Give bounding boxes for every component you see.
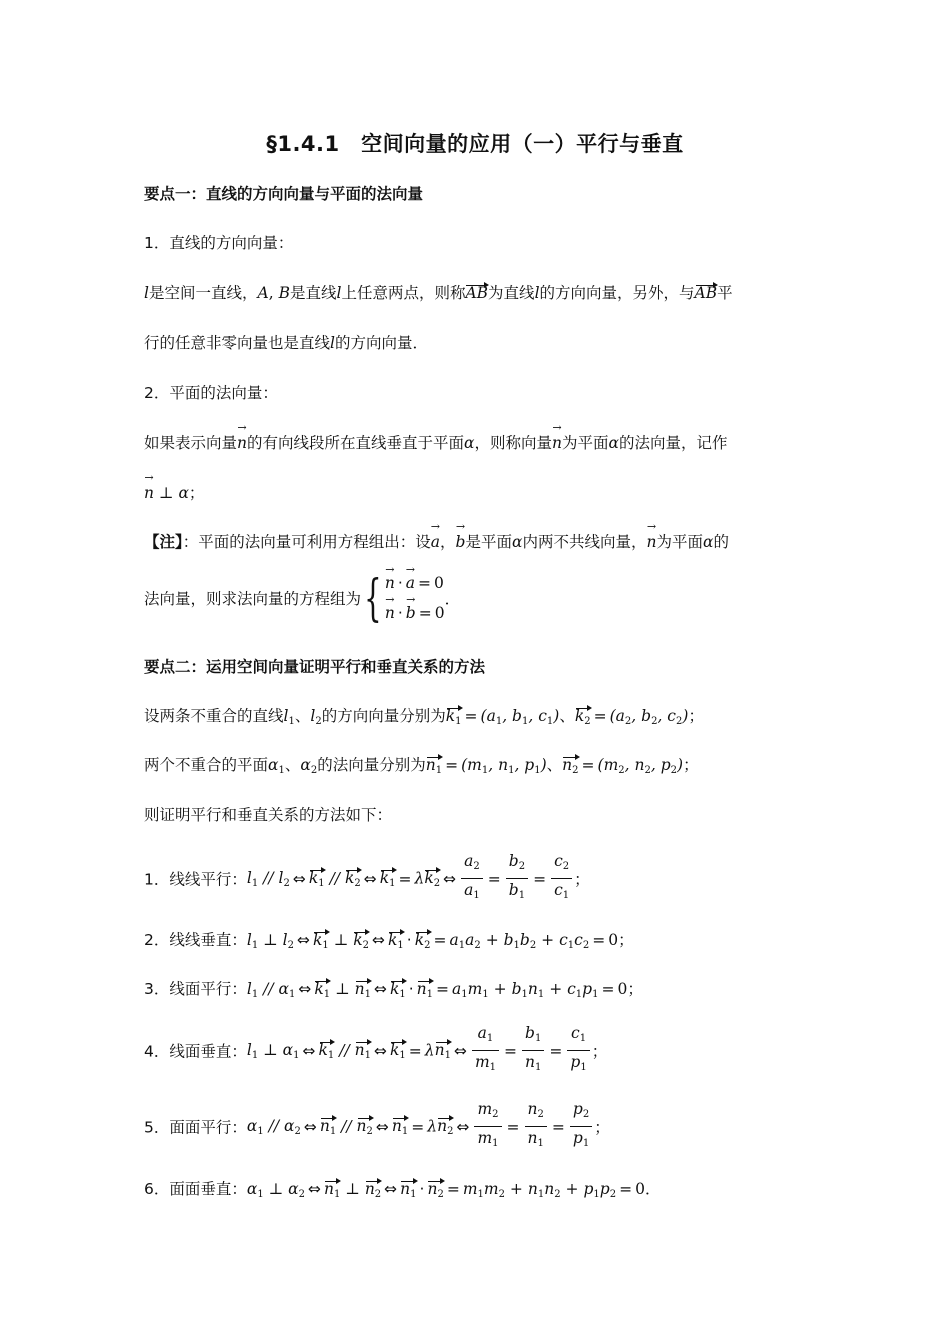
item-1-paragraph: l是空间一直线，A, B是直线l上任意两点，则称AB为直线l的方向向量，另外，与AB平 <box>144 284 733 302</box>
method-6-plane-perpendicular: 6．面面垂直：$\alpha_1$ ⊥ $\alpha_2$ ⇔ $n_1$ ⊥ $n_2$ ⇔ $n_1 \cdot n_2 = m_1m_2 + n_1n_2 + p_1p_2 = 0$． <box>144 1180 661 1200</box>
item-2-label: 2．平面的法向量： <box>144 384 278 402</box>
planes-normal-vectors: 两个不重合的平面$\alpha_1$、$\alpha_2$的法向量分别为$n_1 = (m_1$, $n_1$, $p_1$)、$n_2 = (m_2$, $n_2$, $p_2$)； <box>144 756 699 776</box>
note-paragraph: 【注】：平面的法向量可利用方程组出：设→ a，→ b是平面α内两不共线向量，→ n为平面α的 <box>144 530 729 552</box>
method-4-line-plane-perpendicular: 4．线面垂直：$l_1$ ⊥ $\alpha_1$ ⇔ $k_1 // n_1$ ⇔ $k_1 = \lambda n_1$ ⇔ $\frac{a_1}{m_1}$ = $\frac{b_1}{n_1}$ = $\frac{c_1}{p_1}$ ； <box>144 1024 608 1073</box>
method-5-plane-parallel: 5．面面平行：$\alpha_1 // \alpha_2$ ⇔ $n_1 // n_2$ ⇔ $n_1 = \lambda n_2$ ⇔ $\frac{m_2}{m_1}$ = $\frac{n_2}{n_1}$ = $\frac{p_2}{p_1}$ ； <box>144 1100 610 1149</box>
methods-intro: 则证明平行和垂直关系的方法如下： <box>144 806 393 824</box>
method-3-line-plane-parallel: 3．线面平行：$l_1 // \alpha_1$ ⇔ $k_1$ ⊥ $n_1$ ⇔ $k_1 \cdot n_1 = a_1m_1 + b_1n_1 + c_1p_1 = 0$； <box>144 980 643 1000</box>
section-heading-2: 要点二：运用空间向量证明平行和垂直关系的方法 <box>144 658 486 676</box>
normal-notation: → n ⊥ α； <box>144 481 204 503</box>
item-1-paragraph-cont: 行的任意非零向量也是直线l的方向向量． <box>144 334 428 352</box>
method-2-line-perpendicular: 2．线线垂直：$l_1$ ⊥ $l_2$ ⇔ $k_1$ ⊥ $k_2$ ⇔ $k_1 \cdot k_2 = a_1a_2 + b_1b_2 + c_1c_2 = 0$； <box>144 931 634 951</box>
page-title: §1.4.1 空间向量的应用（一）平行与垂直 <box>266 132 684 156</box>
section-heading-1: 要点一：直线的方向向量与平面的法向量 <box>144 185 424 203</box>
item-1-label: 1．直线的方向向量： <box>144 234 294 252</box>
note-equation-system: 法向量，则求法向量的方程组为{ → n ·→ a = 0 → n ·→ b = 0 ． <box>144 568 460 628</box>
method-1-line-parallel: 1．线线平行：$l_1 // l_2$ ⇔ $k_1 // k_2$ ⇔ $k_1 = \lambda k_2$ ⇔ $\frac{a_2}{a_1}$ = $\frac{b_2}{b_1}$ = $\frac{c_2}{c_1}$ ； <box>144 852 590 901</box>
lines-direction-vectors: 设两条不重合的直线$l_1$、$l_2$的方向向量分别为$k_1 = (a_1$, $b_1$, $c_1$)、$k_2 = (a_2$, $b_2$, $c_2$)； <box>144 707 704 727</box>
item-2-paragraph: 如果表示向量→ n的有向线段所在直线垂直于平面α，则称向量→ n为平面α的法向量，记作 <box>144 431 727 453</box>
